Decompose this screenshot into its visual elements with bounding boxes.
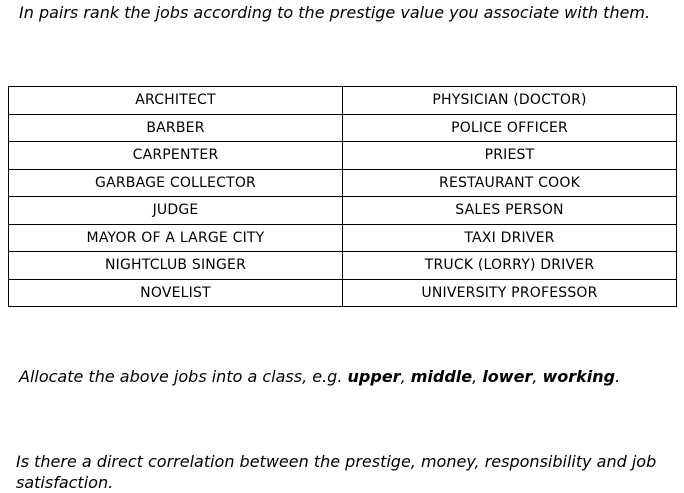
table-cell: JUDGE bbox=[9, 197, 343, 225]
table-cell: UNIVERSITY PROFESSOR bbox=[343, 279, 677, 307]
table-cell: GARBAGE COLLECTOR bbox=[9, 169, 343, 197]
instruction-rank: In pairs rank the jobs according to the prestige value you associate with them. bbox=[19, 3, 651, 22]
table-row bbox=[9, 252, 677, 280]
table-row bbox=[9, 114, 677, 142]
question-correlation: Is there a direct correlation between the prestige, money, responsibility and job satisfaction. bbox=[16, 452, 657, 492]
table-cell: NOVELIST bbox=[9, 279, 343, 307]
table-row bbox=[9, 279, 677, 307]
class-upper: upper bbox=[347, 367, 401, 386]
table-row bbox=[9, 142, 677, 170]
table-row bbox=[9, 87, 677, 115]
table-cell: MAYOR OF A LARGE CITY bbox=[9, 224, 343, 252]
separator: , bbox=[472, 367, 483, 386]
table-cell: TRUCK (LORRY) DRIVER bbox=[343, 252, 677, 280]
table-cell: TAXI DRIVER bbox=[343, 224, 677, 252]
class-working: working bbox=[542, 367, 616, 386]
class-lower: lower bbox=[482, 367, 533, 386]
instruction-allocate bbox=[19, 366, 669, 387]
separator: , bbox=[400, 367, 411, 386]
table-cell: PRIEST bbox=[343, 142, 677, 170]
allocate-suffix: . bbox=[615, 367, 621, 386]
table-cell: ARCHITECT bbox=[9, 87, 343, 115]
table-row bbox=[9, 224, 677, 252]
table-cell: NIGHTCLUB SINGER bbox=[9, 252, 343, 280]
table-cell: SALES PERSON bbox=[343, 197, 677, 225]
table-row bbox=[9, 197, 677, 225]
jobs-table bbox=[8, 86, 677, 307]
table-cell: RESTAURANT COOK bbox=[343, 169, 677, 197]
separator: , bbox=[532, 367, 543, 386]
table-cell: POLICE OFFICER bbox=[343, 114, 677, 142]
table-cell: PHYSICIAN (DOCTOR) bbox=[343, 87, 677, 115]
allocate-prefix: Allocate the above jobs into a class, e.g. bbox=[19, 367, 348, 386]
table-cell: CARPENTER bbox=[9, 142, 343, 170]
table-row bbox=[9, 169, 677, 197]
table-cell: BARBER bbox=[9, 114, 343, 142]
class-middle: middle bbox=[410, 367, 473, 386]
